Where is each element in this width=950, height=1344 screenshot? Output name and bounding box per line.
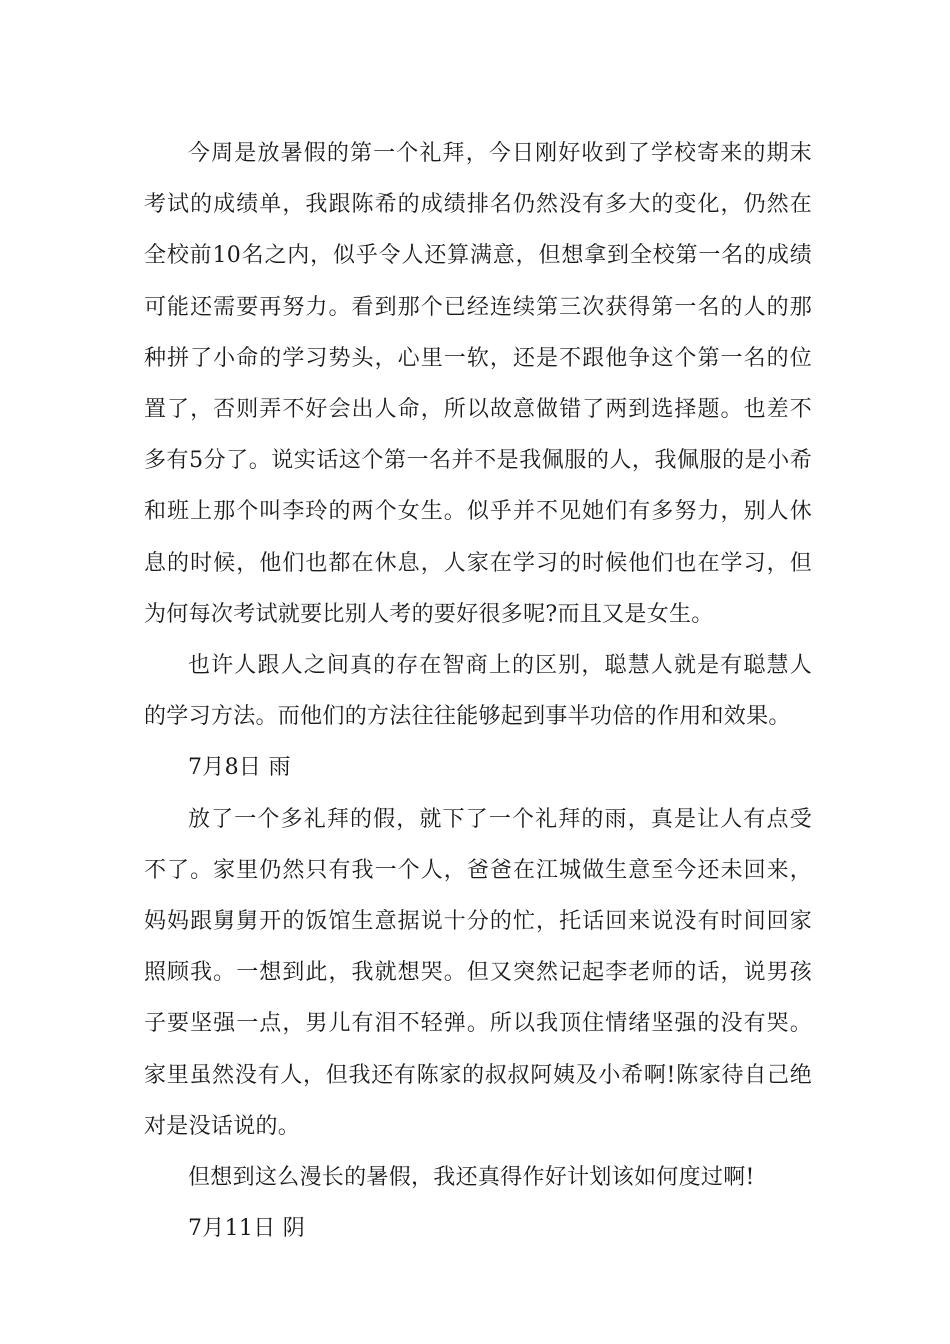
paragraph-rainy-week: 放了一个多礼拜的假，就下了一个礼拜的雨，真是让人有点受不了。家里仍然只有我一个人，爸爸在江城做生意至今还未回来，妈妈跟舅舅开的饭馆生意据说十分的忙，托话回来说没有时间回家照顾我。一想到此，我就想哭。但又突然记起李老师的话，说男孩子要坚强一点，男儿有泪不轻弹。所以我顶住情绪坚强的没有哭。家里虽然没有人，但我还有陈家的叔叔阿姨及小希啊!陈家待自己绝对是没话说的。 <box>144 806 812 1139</box>
document-body <box>144 128 812 1254</box>
diary-date-july-8: 7月8日 雨 <box>188 755 291 781</box>
diary-date-july-11: 7月11日 阴 <box>188 1216 306 1242</box>
paragraph-intelligence: 也许人跟人之间真的存在智商上的区别，聪慧人就是有聪慧人的学习方法。而他们的方法往往能够起到事半功倍的作用和效果。 <box>144 653 812 730</box>
paragraph-summer-plan: 但想到这么漫长的暑假，我还真得作好计划该如何度过啊! <box>188 1165 755 1191</box>
paragraph-exam-results: 今周是放暑假的第一个礼拜，今日刚好收到了学校寄来的期末考试的成绩单，我跟陈希的成绩排名仍然没有多大的变化，仍然在全校前10名之内，似乎令人还算满意，但想拿到全校第一名的成绩可能还需要再努力。看到那个已经连续第三次获得第一名的人的那种拼了小命的学习势头，心里一软，还是不跟他争这个第一名的位置了，否则弄不好会出人命，所以故意做错了两到选择题。也差不多有5分了。说实话这个第一名并不是我佩服的人，我佩服的是小希和班上那个叫李玲的两个女生。似乎并不见她们有多努力，别人休息的时候，他们也都在休息，人家在学习的时候他们也在学习，但为何每次考试就要比别人考的要好很多呢?而且又是女生。 <box>144 141 812 627</box>
